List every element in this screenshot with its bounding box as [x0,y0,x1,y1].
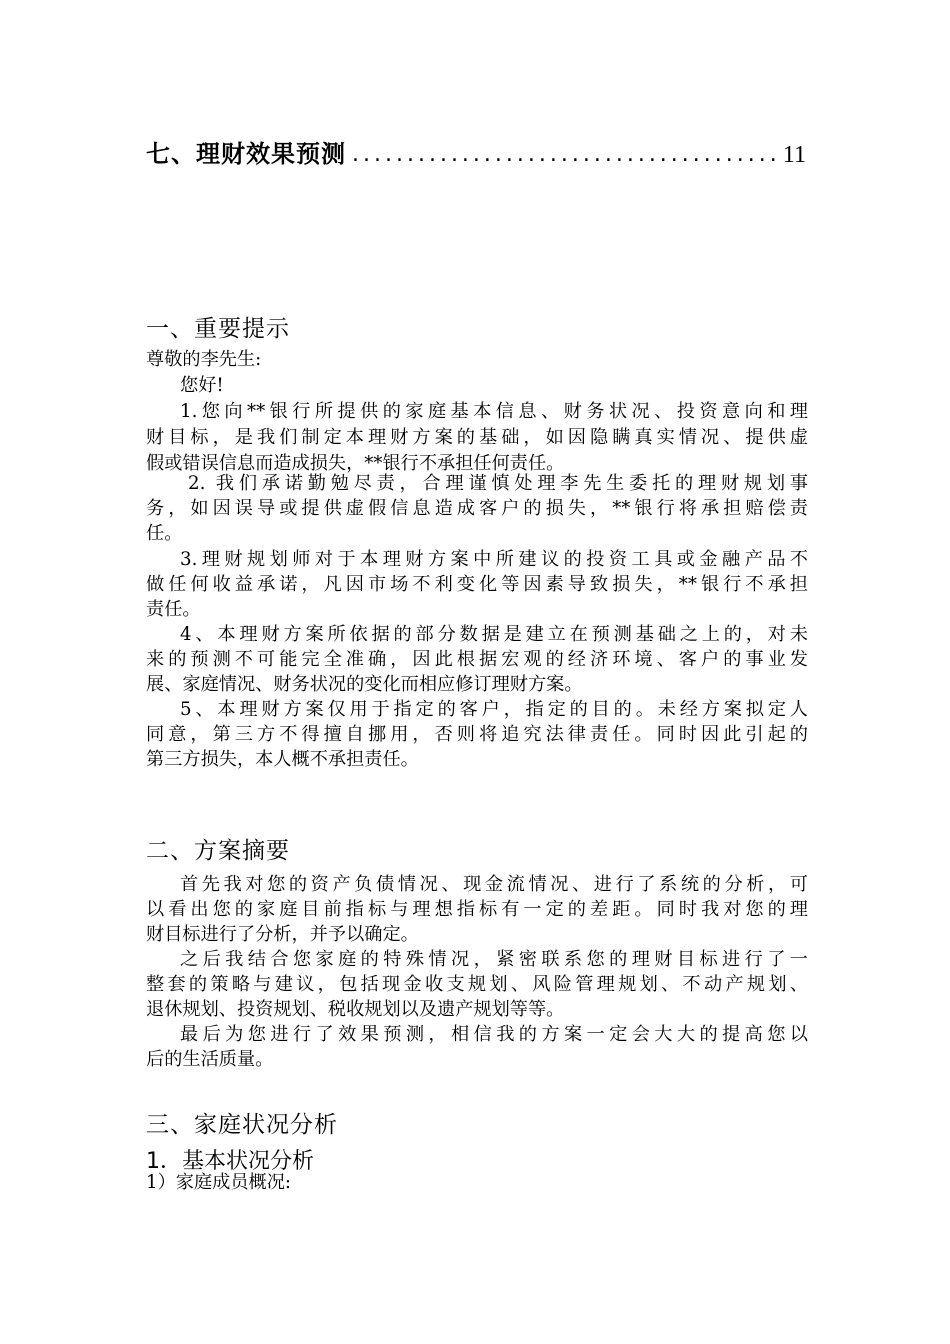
notice-paragraph-line: 5、本理财方案仅用于指定的客户，指定的目的。未经方案拟定人 [180,699,808,720]
notice-paragraph-line: 3.理财规划师对于本理财方案中所建议的投资工具或金融产品不 [180,549,808,570]
salutation: 尊敬的李先生: [146,349,262,370]
notice-paragraph-line: 务，如因误导或提供虚假信息造成客户的损失，**银行将承担赔偿责 [146,498,808,519]
summary-paragraph-line: 之后我结合您家庭的特殊情况，紧密联系您的理财目标进行了一 [180,949,808,970]
section-heading-family-analysis: 三、家庭状况分析 [146,1112,338,1138]
subsection-heading-basic-analysis: 1．基本状况分析 [146,1149,314,1174]
notice-paragraph-line: 来的预测不可能完全准确，因此根据宏观的经济环境、客户的事业发 [146,649,808,670]
summary-paragraph-line: 后的生活质量。 [146,1049,274,1070]
list-item-family-members: 1）家庭成员概况: [146,1172,292,1193]
summary-paragraph-line: 首先我对您的资产负债情况、现金流情况、进行了系统的分析，可 [180,874,808,895]
toc-entry-title: 七、理财效果预测 [146,140,346,168]
notice-paragraph-line: 2. 我们承诺勤勉尽责，合理谨慎处理李先生委托的理财规划事 [188,473,808,494]
notice-paragraph-line: 4、本理财方案所依据的部分数据是建立在预测基础之上的，对未 [180,624,808,645]
toc-page-number: 11 [782,142,806,168]
summary-paragraph-line: 以看出您的家庭目前指标与理想指标有一定的差距。同时我对您的理 [146,899,808,920]
summary-paragraph-line: 财目标进行了分析，并予以确定。 [146,924,419,945]
notice-paragraph-line: 1.您向**银行所提供的家庭基本信息、财务状况、投资意向和理 [180,401,808,422]
summary-paragraph-line: 退休规划、投资规划、税收规划以及遗产规划等等。 [146,999,565,1020]
notice-paragraph-line: 责任。 [146,599,201,620]
notice-paragraph-line: 做任何收益承诺，凡因市场不利变化等因素导致损失，**银行不承担 [146,574,808,595]
notice-paragraph-line: 同意，第三方不得擅自挪用，否则将追究法律责任。同时因此引起的 [146,724,808,745]
summary-paragraph-line: 最后为您进行了效果预测，相信我的方案一定会大大的提高您以 [180,1024,808,1045]
greeting: 您好! [180,375,224,396]
notice-paragraph-line: 第三方损失，本人概不承担责任。 [146,749,419,770]
notice-paragraph-line: 财目标，是我们制定本理财方案的基础，如因隐瞒真实情况、提供虚 [146,427,808,448]
notice-paragraph-line: 展、家庭情况、财务状况的变化而相应修订理财方案。 [146,674,583,695]
toc-dot-leader [352,141,777,169]
summary-paragraph-line: 整套的策略与建议，包括现金收支规划、风险管理规划、不动产规划、 [146,974,808,995]
notice-paragraph-line: 假或错误信息而造成损失，**银行不承担任何责任。 [146,453,565,474]
section-heading-important-notice: 一、重要提示 [146,316,290,342]
notice-paragraph-line: 任。 [146,523,183,544]
section-heading-plan-summary: 二、方案摘要 [146,838,290,864]
toc-entry[interactable] [146,133,806,169]
